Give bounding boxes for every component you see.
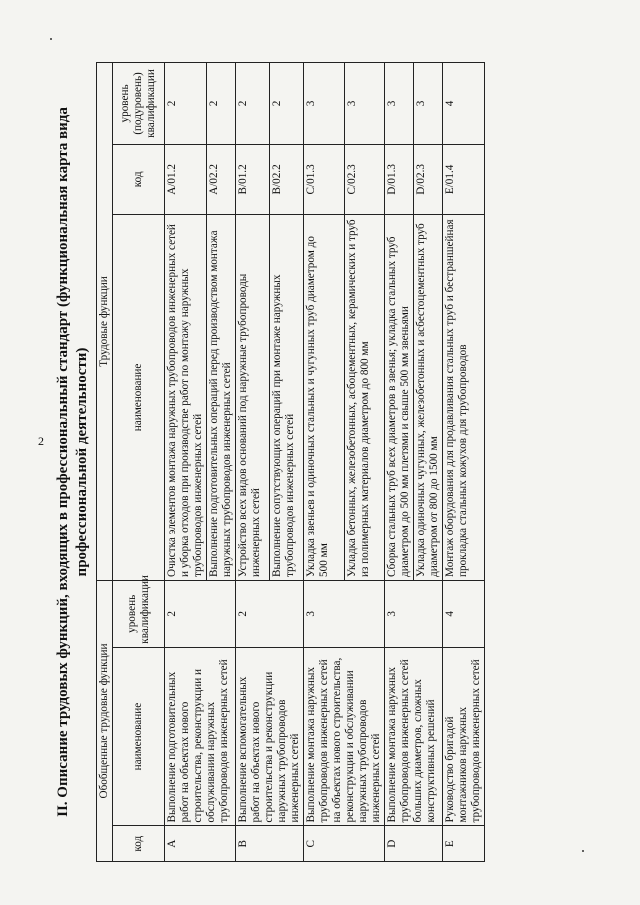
header-code: код xyxy=(113,826,165,862)
group-level: 2 xyxy=(236,580,304,647)
rotated-page-content xyxy=(48,52,608,872)
group-name: Выполнение вспомогательных работ на объектах нового строительства и реконструкции наружных трубопроводов инженерных сетей xyxy=(236,647,304,826)
function-code: B/01.2 xyxy=(236,144,270,214)
function-name: Укладка звеньев и одиночных стальных и чугунных труб диаметром до 500 мм xyxy=(304,214,345,580)
header-sublevel: уровень (подуровень) квалификации xyxy=(113,63,165,145)
table-row xyxy=(385,63,414,862)
function-name: Укладка одиночных чугунных, железобетонных и асбестоцементных труб диаметром от 800 до 1500 мм xyxy=(414,214,443,580)
group-name: Выполнение подготовительных работ на объектах нового строительства, реконструкции и обслуживании наружных трубопроводов инженерных сетей xyxy=(165,647,236,826)
group-code: B xyxy=(236,826,304,862)
function-level: 2 xyxy=(236,63,270,145)
group-level: 3 xyxy=(385,580,443,647)
function-name: Монтаж оборудования для продавливания стальных труб и бестраншейная прокладка стальных кожухов для трубопроводов xyxy=(443,214,485,580)
table-row xyxy=(165,63,207,862)
group-name: Выполнение монтажа наружных трубопроводов инженерных сетей на объектах нового строительства, реконструкции и обслуживании наружных трубопроводов инженерных сетей xyxy=(304,647,385,826)
function-code: C/01.3 xyxy=(304,144,345,214)
header-generalized: Обобщенные трудовые функции xyxy=(97,580,113,861)
function-name: Укладка бетонных, железобетонных, асбоцементных, керамических и труб из полимерных материалов диаметром до 800 мм xyxy=(344,214,385,580)
table-row xyxy=(443,63,485,862)
group-name: Руководство бригадой монтажников наружных трубопроводов инженерных сетей xyxy=(443,647,485,826)
function-level: 2 xyxy=(207,63,236,145)
header-function-name: наименование xyxy=(113,214,165,580)
table-body xyxy=(165,63,485,862)
function-level: 3 xyxy=(414,63,443,145)
function-level: 2 xyxy=(165,63,207,145)
function-name: Очистка элементов монтажа наружных трубопроводов инженерных сетей и уборка отходов при производстве работ по монтажу наружных трубопроводов инженерных сетей xyxy=(165,214,207,580)
function-code: D/01.3 xyxy=(385,144,414,214)
group-name: Выполнение монтажа наружных трубопроводов инженерных сетей больших диаметров, сложных конструктивных решений xyxy=(385,647,443,826)
header-level: уровень квалификации xyxy=(113,580,165,647)
scan-speck xyxy=(582,850,584,852)
function-code: B/02.2 xyxy=(270,144,304,214)
function-level: 4 xyxy=(443,63,485,145)
table-header xyxy=(97,63,165,862)
function-name: Выполнение сопутствующих операций при монтаже наружных трубопроводов инженерных сетей xyxy=(270,214,304,580)
function-name: Сборка стальных труб всех диаметров в звенья; укладка стальных труб диаметром до 500 мм плетями и свыше 500 мм звеньями xyxy=(385,214,414,580)
group-code: E xyxy=(443,826,485,862)
function-code: D/02.3 xyxy=(414,144,443,214)
table-row xyxy=(304,63,345,862)
group-level: 2 xyxy=(165,580,236,647)
group-code: D xyxy=(385,826,443,862)
group-code: A xyxy=(165,826,236,862)
group-level: 4 xyxy=(443,580,485,647)
function-level: 3 xyxy=(304,63,345,145)
group-level: 3 xyxy=(304,580,385,647)
function-code: C/02.3 xyxy=(344,144,385,214)
function-name: Устройство всех видов оснований под наружные трубопроводы инженерных сетей xyxy=(236,214,270,580)
header-name: наименование xyxy=(113,647,165,826)
function-code: E/01.4 xyxy=(443,144,485,214)
function-level: 3 xyxy=(385,63,414,145)
header-function-code: код xyxy=(113,144,165,214)
table-row xyxy=(236,63,270,862)
function-code: A/02.2 xyxy=(207,144,236,214)
function-level: 2 xyxy=(270,63,304,145)
function-name: Выполнение подготовительных операций перед производством монтажа наружных трубопроводов инженерных сетей xyxy=(207,214,236,580)
scan-speck xyxy=(50,38,52,40)
functional-map-table xyxy=(96,62,485,862)
header-functions: Трудовые функции xyxy=(97,63,113,581)
section-title: II. Описание трудовых функций, входящих в профессиональный стандарт (функциональная карта вида профессиональной деятельности) xyxy=(55,107,90,817)
function-level: 3 xyxy=(344,63,385,145)
page-number: 2 xyxy=(38,434,44,448)
group-code: C xyxy=(304,826,385,862)
function-code: A/01.2 xyxy=(165,144,207,214)
